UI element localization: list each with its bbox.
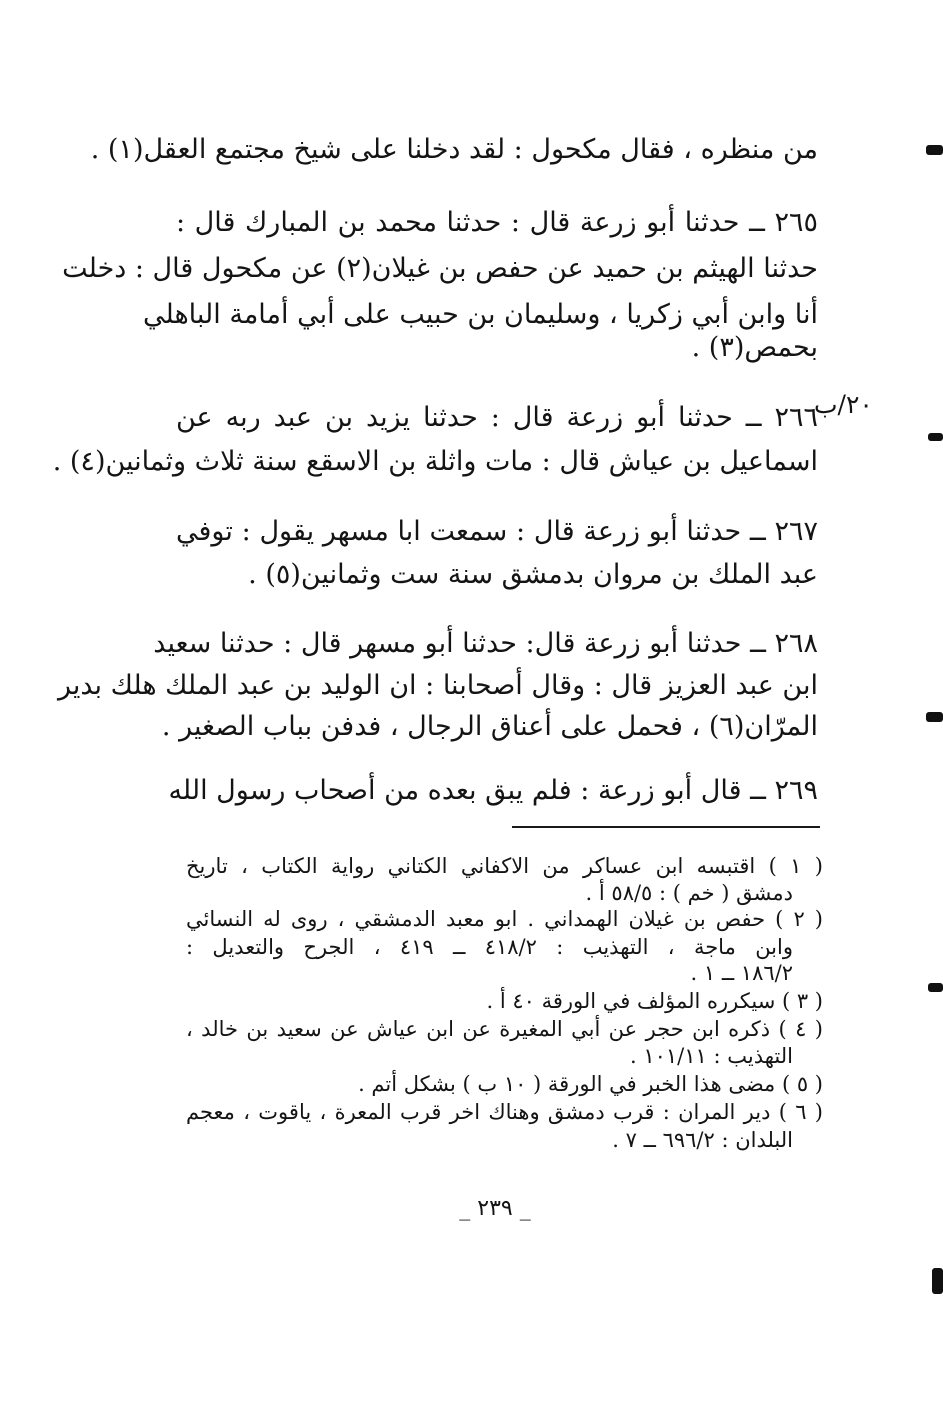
body-line: ٢٦٨ ــ حدثنا أبو زرعة قال: حدثنا أبو مسهر قال : حدثنا سعيد xyxy=(153,628,818,659)
footnote-line: ( ٣ ) سيكرره المؤلف في الورقة ٤٠ أ . xyxy=(486,989,823,1013)
body-line: ٢٦٩ ــ قال أبو زرعة : فلم يبق بعده من أصحاب رسول الله xyxy=(168,775,818,806)
body-line: ٢٦٧ ــ حدثنا أبو زرعة قال : سمعت ابا مسهر يقول : توفي xyxy=(176,516,818,547)
body-line: عبد الملك بن مروان بدمشق سنة ست وثمانين(٥) . xyxy=(248,559,818,590)
body-line: المرّان(٦) ، فحمل على أعناق الرجال ، فدفن بباب الصغير . xyxy=(161,711,818,742)
body-line: حدثنا الهيثم بن حميد عن حفص بن غيلان(٢) عن مكحول قال : دخلت xyxy=(62,253,818,284)
body-line: ٢٦٥ ــ حدثنا أبو زرعة قال : حدثنا محمد بن المبارك قال : xyxy=(176,207,818,238)
footnote-separator xyxy=(512,826,820,828)
scan-edge-mark xyxy=(926,145,943,155)
scan-edge-mark xyxy=(926,712,943,722)
footnote-line: ( ٢ ) حفص بن غيلان الهمداني . ابو معبد الدمشقي ، روى له النسائي xyxy=(186,907,823,931)
footnote-line: ( ٦ ) دير المران : قرب دمشق وهناك اخر قرب المعرة ، ياقوت ، معجم xyxy=(186,1100,823,1124)
body-line: ابن عبد العزيز قال : وقال أصحابنا : ان الوليد بن عبد الملك هلك بدير xyxy=(57,670,818,701)
footnote-line: وابن ماجة ، التهذيب : ٤١٨/٢ ــ ٤١٩ ، الجرح والتعديل : xyxy=(186,935,793,959)
footnote-line: ( ٥ ) مضى هذا الخبر في الورقة ( ١٠ ب ) بشكل أتم . xyxy=(358,1072,823,1096)
footnote-line: دمشق ( خم ) : ٥٨/٥ أ . xyxy=(585,881,793,905)
scan-edge-mark xyxy=(928,433,943,441)
body-line: ٢٦٦ ــ حدثنا أبو زرعة قال : حدثنا يزيد بن عبد ربه عن xyxy=(176,402,818,433)
scan-edge-mark xyxy=(928,983,943,992)
body-line: من منظره ، فقال مكحول : لقد دخلنا على شيخ مجتمع العقل(١) . xyxy=(90,134,818,165)
footnote-line: ١٨٦/٢ ــ ١ . xyxy=(690,961,793,985)
footnote-line: ( ١ ) اقتبسه ابن عساكر من الاكفاني الكتاني رواية الكتاب ، تاريخ xyxy=(186,854,823,878)
margin-folio-note: ٢٠/ب xyxy=(814,390,873,419)
body-line: اسماعيل بن عياش قال : مات واثلة بن الاسقع سنة ثلاث وثمانين(٤) . xyxy=(52,446,818,477)
body-line: بحمص(٣) . xyxy=(691,332,818,363)
page-number: _ ٢٣٩ _ xyxy=(459,1196,531,1221)
footnote-line: ( ٤ ) ذكره ابن حجر عن أبي المغيرة عن ابن عياش عن سعيد بن خالد ، xyxy=(186,1017,823,1041)
scan-edge-mark xyxy=(932,1268,943,1294)
body-line: أنا وابن أبي زكريا ، وسليمان بن حبيب على أبي أمامة الباهلي xyxy=(143,299,818,330)
footnote-line: البلدان : ٦٩٦/٢ ــ ٧ . xyxy=(612,1128,793,1152)
footnote-line: التهذيب : ١٠١/١١ . xyxy=(629,1044,793,1068)
